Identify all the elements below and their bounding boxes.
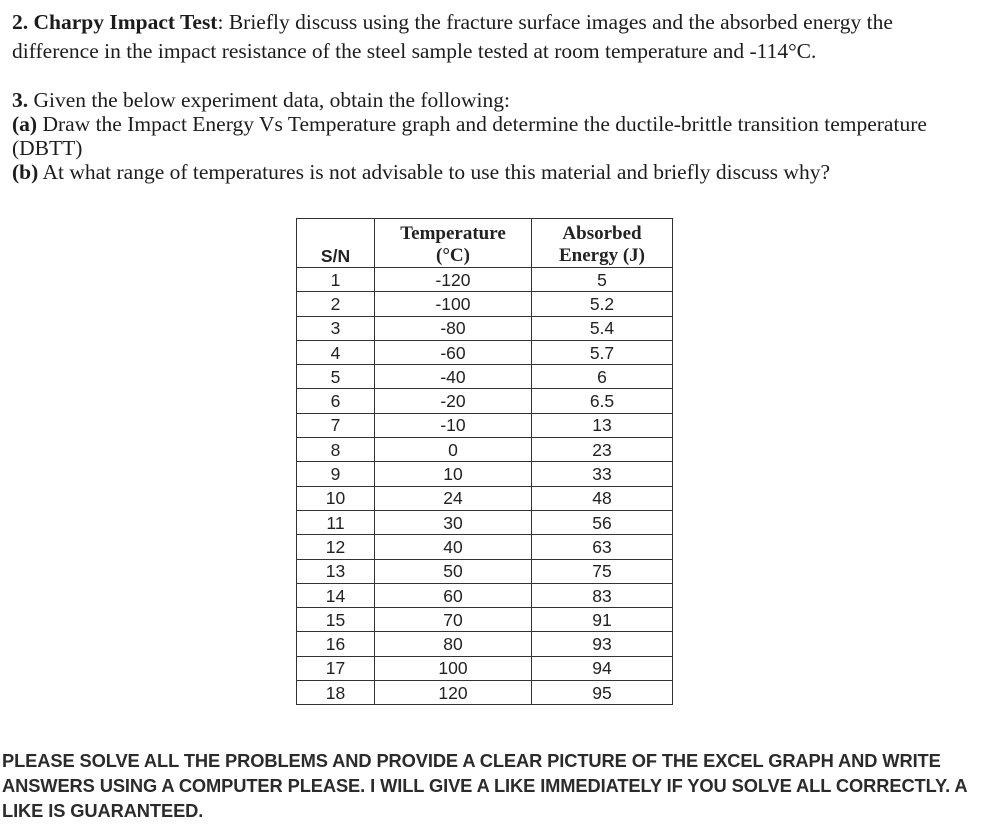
- cell-absorbed-energy: 95: [532, 681, 673, 705]
- cell-sn: 8: [297, 438, 375, 462]
- cell-absorbed-energy: 5: [532, 268, 673, 292]
- table-header-row: [297, 219, 673, 268]
- cell-temperature: -120: [375, 268, 532, 292]
- header-energy-line1: Absorbed: [562, 223, 642, 244]
- cell-sn: 2: [297, 292, 375, 316]
- question-3b-text: At what range of temperatures is not advisable to use this material and briefly discuss why?: [38, 160, 830, 184]
- cell-temperature: 60: [375, 583, 532, 607]
- cell-sn: 9: [297, 462, 375, 486]
- question-3a: [12, 112, 982, 160]
- cell-absorbed-energy: 56: [532, 510, 673, 534]
- cell-temperature: -40: [375, 365, 532, 389]
- header-absorbed-energy: [532, 219, 673, 268]
- cell-absorbed-energy: 33: [532, 462, 673, 486]
- cell-absorbed-energy: 83: [532, 583, 673, 607]
- table-row: [297, 583, 673, 607]
- cell-temperature: -20: [375, 389, 532, 413]
- header-temperature-line1: Temperature: [400, 223, 506, 244]
- table-row: [297, 413, 673, 437]
- cell-temperature: -80: [375, 316, 532, 340]
- cell-absorbed-energy: 6: [532, 365, 673, 389]
- header-temperature: [375, 219, 532, 268]
- header-sn: S/N: [297, 219, 375, 268]
- cell-temperature: 70: [375, 608, 532, 632]
- table-row: [297, 510, 673, 534]
- question-3b-label: (b): [12, 160, 39, 184]
- cell-absorbed-energy: 63: [532, 535, 673, 559]
- question-3-intro: [12, 88, 982, 112]
- cell-sn: 16: [297, 632, 375, 656]
- cell-sn: 3: [297, 316, 375, 340]
- cell-absorbed-energy: 93: [532, 632, 673, 656]
- cell-temperature: -100: [375, 292, 532, 316]
- cell-sn: 14: [297, 583, 375, 607]
- header-energy-unit: Energy (J): [558, 245, 645, 266]
- question-3a-text: Draw the Impact Energy Vs Temperature graph and determine the ductile-brittle transition temperature (DBTT): [12, 112, 927, 160]
- cell-absorbed-energy: 23: [532, 438, 673, 462]
- cell-temperature: 50: [375, 559, 532, 583]
- table-row: [297, 292, 673, 316]
- table-row: [297, 340, 673, 364]
- table-row: [297, 632, 673, 656]
- cell-temperature: 0: [375, 438, 532, 462]
- cell-absorbed-energy: 5.7: [532, 340, 673, 364]
- cell-sn: 18: [297, 681, 375, 705]
- cell-temperature: 80: [375, 632, 532, 656]
- cell-sn: 13: [297, 559, 375, 583]
- cell-temperature: 100: [375, 656, 532, 680]
- table-row: [297, 462, 673, 486]
- cell-temperature: 24: [375, 486, 532, 510]
- table-row: [297, 681, 673, 705]
- table-row: [297, 486, 673, 510]
- cell-sn: 15: [297, 608, 375, 632]
- cell-absorbed-energy: 5.2: [532, 292, 673, 316]
- cell-absorbed-energy: 75: [532, 559, 673, 583]
- table-row: [297, 389, 673, 413]
- cell-absorbed-energy: 6.5: [532, 389, 673, 413]
- question-2-heading: 2. Charpy Impact Test: [12, 10, 218, 34]
- header-temperature-unit: (°C): [436, 245, 470, 266]
- cell-absorbed-energy: 48: [532, 486, 673, 510]
- table-row: [297, 438, 673, 462]
- cell-sn: 1: [297, 268, 375, 292]
- cell-absorbed-energy: 91: [532, 608, 673, 632]
- table-body: [297, 268, 673, 705]
- experiment-data-table: [296, 218, 673, 705]
- footer-request-text: PLEASE SOLVE ALL THE PROBLEMS AND PROVIDE A CLEAR PICTURE OF THE EXCEL GRAPH AND WRITE ANSWERS USING A COMPUTER PLEASE. I WILL GIVE A LIKE IMMEDIATELY IF YOU SOLVE ALL CORRECTLY. A LIKE IS GUARANTEED.: [2, 750, 967, 821]
- cell-sn: 7: [297, 413, 375, 437]
- cell-absorbed-energy: 13: [532, 413, 673, 437]
- table-row: [297, 268, 673, 292]
- cell-absorbed-energy: 94: [532, 656, 673, 680]
- table-row: [297, 656, 673, 680]
- table-row: [297, 608, 673, 632]
- question-2-text: : Briefly discuss using the fracture surface images and the absorbed energy the difference in the impact resistance of the steel sample tested at room temperature and -114°C.: [12, 10, 893, 63]
- cell-sn: 10: [297, 486, 375, 510]
- question-2: [12, 8, 972, 66]
- cell-temperature: -10: [375, 413, 532, 437]
- question-3-intro-text: Given the below experiment data, obtain the following:: [28, 88, 510, 112]
- table-row: [297, 535, 673, 559]
- cell-sn: 6: [297, 389, 375, 413]
- table-row: [297, 559, 673, 583]
- table-row: [297, 365, 673, 389]
- cell-sn: 11: [297, 510, 375, 534]
- cell-sn: 12: [297, 535, 375, 559]
- cell-temperature: 30: [375, 510, 532, 534]
- cell-sn: 5: [297, 365, 375, 389]
- question-3: [12, 88, 982, 184]
- cell-sn: 17: [297, 656, 375, 680]
- cell-sn: 4: [297, 340, 375, 364]
- cell-temperature: -60: [375, 340, 532, 364]
- question-3b: [12, 160, 982, 184]
- question-3a-label: (a): [12, 112, 38, 136]
- table-row: [297, 316, 673, 340]
- cell-temperature: 10: [375, 462, 532, 486]
- cell-temperature: 40: [375, 535, 532, 559]
- cell-temperature: 120: [375, 681, 532, 705]
- question-3-number: 3.: [12, 88, 29, 112]
- cell-absorbed-energy: 5.4: [532, 316, 673, 340]
